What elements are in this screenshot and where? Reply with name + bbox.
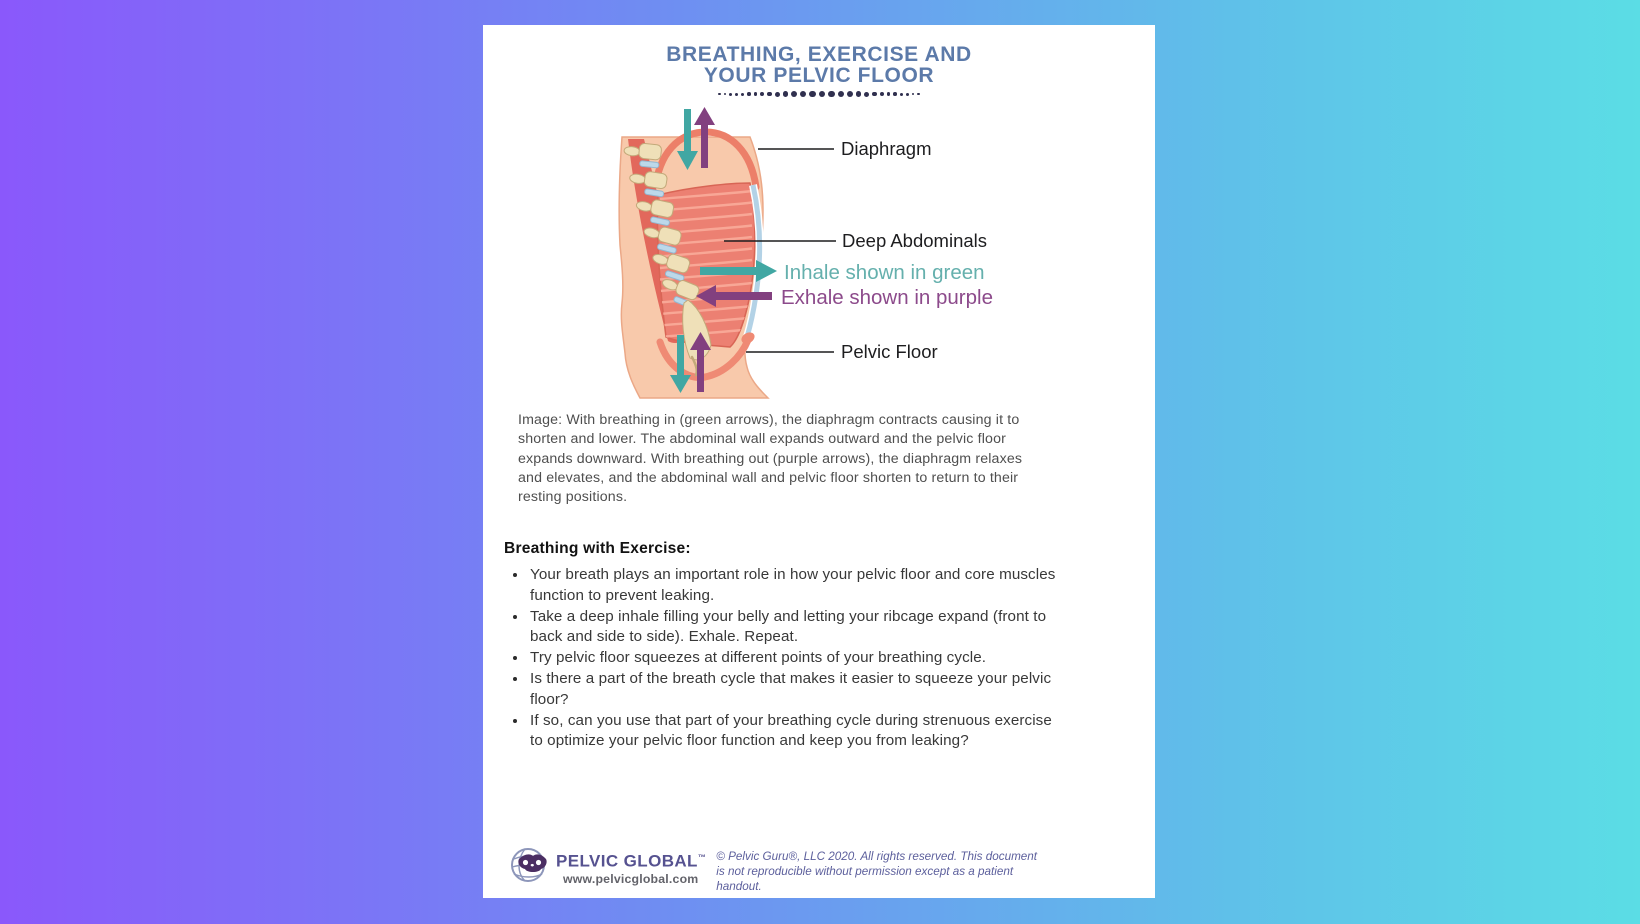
footer — [507, 843, 1041, 894]
pelvic-global-logo-icon — [507, 843, 551, 887]
brand-name: PELVIC GLOBAL™ — [556, 851, 707, 871]
anatomy-diagram — [600, 95, 1040, 400]
bullet-item: • Take a deep inhale filling your belly and letting your ribcage expand (front to back and side to side). Exhale. Repeat. — [528, 607, 1060, 649]
exercise-bullet-list — [504, 565, 1060, 752]
image-caption: Image: With breathing in (green arrows), the diaphragm contracts causing it to shorten and lower. The abdominal wall expands outward and the pelvic floor expands downward. With breathing out (purple arrows), the diaphragm relaxes and elevates, and the abdominal wall and pelvic floor shorten to return to their resting positions. — [518, 412, 1023, 506]
copyright-text: © Pelvic Guru®, LLC 2020. All rights reserved. This document is not reproducible without permission except as a patient handout. — [716, 850, 1038, 893]
diaphragm-label: Diaphragm — [841, 138, 932, 159]
inhale-note-label: Inhale shown in green — [784, 261, 985, 284]
bullet-item: • Try pelvic floor squeezes at different points of your breathing cycle. — [528, 648, 1060, 669]
page-title — [483, 45, 1155, 86]
handout-page — [483, 25, 1155, 898]
page-title-line1: BREATHING, EXERCISE AND — [666, 43, 972, 66]
page-title-line2: YOUR PELVIC FLOOR — [703, 63, 935, 87]
exercise-heading: Breathing with Exercise: — [504, 540, 691, 557]
website-url: www.pelvicglobal.com — [563, 871, 699, 886]
bullet-item: • If so, can you use that part of your breathing cycle during strenuous exercise to optimize your pelvic floor function and keep you from leaking? — [528, 711, 1060, 753]
trademark-mark: ™ — [697, 853, 707, 862]
exhale-note-label: Exhale shown in purple — [781, 286, 993, 309]
torso-cross-section-illustration — [600, 95, 1040, 400]
exercise-section — [504, 540, 1060, 752]
bullet-item: • Your breath plays an important role in how your pelvic floor and core muscles function to prevent leaking. — [528, 565, 1060, 607]
deep-abdominals-label: Deep Abdominals — [842, 230, 988, 251]
pelvic-floor-label: Pelvic Floor — [841, 341, 938, 362]
brand-block — [556, 849, 706, 886]
bullet-item: • Is there a part of the breath cycle that makes it easier to squeeze your pelvic floor? — [528, 669, 1060, 711]
